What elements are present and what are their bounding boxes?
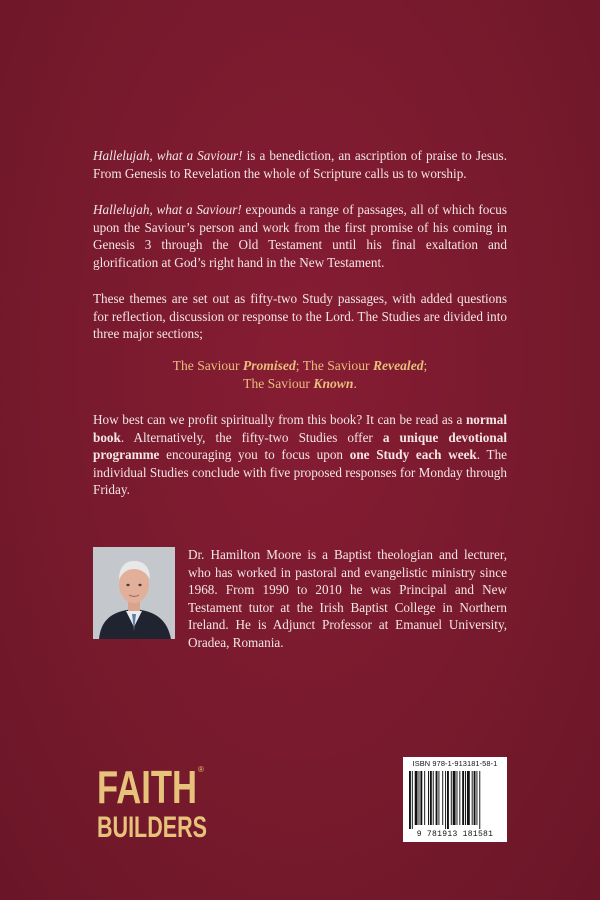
section-revealed: The Saviour Revealed;: [302, 358, 428, 373]
logo-line2: BUILDERS: [97, 811, 207, 843]
faith-builders-logo: [94, 759, 212, 843]
section-promised: The Saviour Promised;: [172, 358, 303, 373]
themes-paragraph: [93, 290, 507, 343]
isbn-barcode: [403, 757, 507, 842]
logo-line1: FAITH: [97, 761, 197, 813]
logo-registered-mark: ®: [198, 765, 204, 774]
description-text: expounds a range of passages, all of which focus upon the Saviour’s person and work from the first promise of his coming in Genesis 3 through the Old Testament until his final exaltation and glorification at God’s right hand in the New Testament.: [93, 202, 507, 270]
usage-paragraph: How best can we profit spiritually from this book? It can be read as a normal book. Alternatively, the fifty-two Studies offer a unique devotional programme encouraging you to focus upon one Study each week. The individual Studies conclude with five proposed responses for Monday through Friday.: [93, 412, 508, 498]
normal-book-bold: normal book: [93, 412, 507, 445]
isbn-label: ISBN 978-1-913181-58-1: [412, 759, 498, 768]
themes-text: These themes are set out as fifty-two Study passages, with added questions for reflection, discussion or response to the Lord. The Studies are divided into three major sections;: [93, 291, 507, 342]
one-study-bold: one Study each week: [349, 447, 477, 463]
sections-list: [93, 357, 507, 393]
intro-text: is a benediction, an ascription of praise to Jesus. From Genesis to Revelation the whole of Scripture calls us to worship.: [93, 148, 507, 181]
description-paragraph: [93, 201, 507, 271]
author-photo: [93, 547, 175, 639]
isbn-digits: 9 781913 181581: [416, 830, 494, 839]
intro-paragraph: [93, 147, 507, 182]
section-known: The Saviour Known.: [243, 376, 357, 391]
barcode-bars-icon: [409, 771, 503, 829]
book-title-italic: Hallelujah, what a Saviour!: [93, 148, 243, 163]
author-bio: Dr. Hamilton Moore is a Baptist theologian and lecturer, who has worked in pastoral and evangelistic ministry since 1968. From 1990 to 2010 he was Principal and New Testament tutor at the Irish Baptist College in Northern Ireland. He is Adjunct Professor at Emanuel University, Oradea, Romania.: [188, 547, 507, 650]
book-title-italic: Hallelujah, what a Saviour!: [93, 202, 242, 217]
faith-builders-logo-icon: [94, 759, 212, 843]
devotional-programme-bold: a unique devotional programme: [93, 429, 507, 463]
author-portrait-icon: [93, 547, 175, 639]
